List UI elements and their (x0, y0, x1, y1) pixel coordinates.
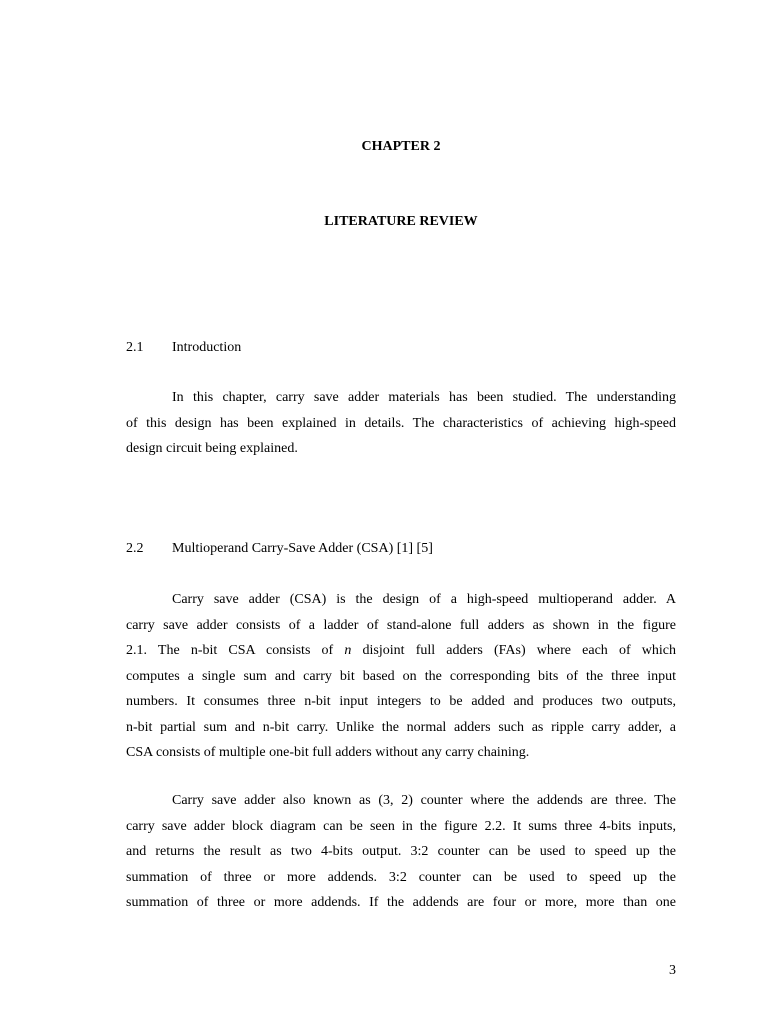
text-line: design circuit being explained. (126, 441, 298, 456)
text-line: computes a single sum and carry bit based on the corresponding bits of the three input (126, 668, 676, 684)
section-number: 2.1 (126, 340, 144, 355)
text-line: summation of three or more addends. If the addends are four or more, more than one (126, 895, 676, 910)
text-line: carry save adder block diagram can be seen in the figure 2.2. It sums three 4-bits inputs, (126, 818, 676, 834)
text-line: numbers. It consumes three n-bit input integers to be added and produces two outputs, (126, 694, 676, 709)
text-line: summation of three or more addends. 3:2 counter can be used to speed up the (126, 869, 676, 885)
section-number: 2.2 (126, 541, 144, 556)
section-title: Introduction (172, 340, 242, 355)
page-number: 3 (669, 963, 676, 978)
text-line: carry save adder consists of a ladder of stand-alone full adders as shown in the figure (126, 617, 676, 633)
chapter-label: CHAPTER 2 (361, 139, 441, 154)
section-title: Multioperand Carry-Save Adder (CSA) [1] [5] (172, 541, 433, 556)
text-line: and returns the result as two 4-bits output. 3:2 counter can be used to speed up the (126, 844, 676, 859)
chapter-title: LITERATURE REVIEW (324, 214, 478, 229)
italic-variable: n (344, 643, 352, 658)
text-line: of this design has been explained in details. The characteristics of achieving high-speed (126, 415, 676, 431)
text-line: CSA consists of multiple one-bit full adders without any carry chaining. (126, 745, 530, 760)
paragraph-csa-2 (126, 788, 676, 916)
section-heading-2-1 (126, 339, 241, 357)
text-line: n-bit partial sum and n-bit carry. Unlike the normal adders such as ripple carry adder, a (126, 719, 676, 735)
paragraph-csa-1 (126, 587, 676, 766)
paragraph-intro (126, 385, 676, 462)
text-line: In this chapter, carry save adder materials has been studied. The understanding (172, 390, 676, 405)
text-line: Carry save adder (CSA) is the design of a high-speed multioperand adder. A (172, 592, 676, 607)
section-heading-2-2 (126, 540, 433, 558)
text-line-with-italic: 2.1. The n-bit CSA consists of n disjoint full adders (FAs) where each of which (126, 643, 676, 658)
text-line: Carry save adder also known as (3, 2) counter where the addends are three. The (172, 793, 676, 808)
